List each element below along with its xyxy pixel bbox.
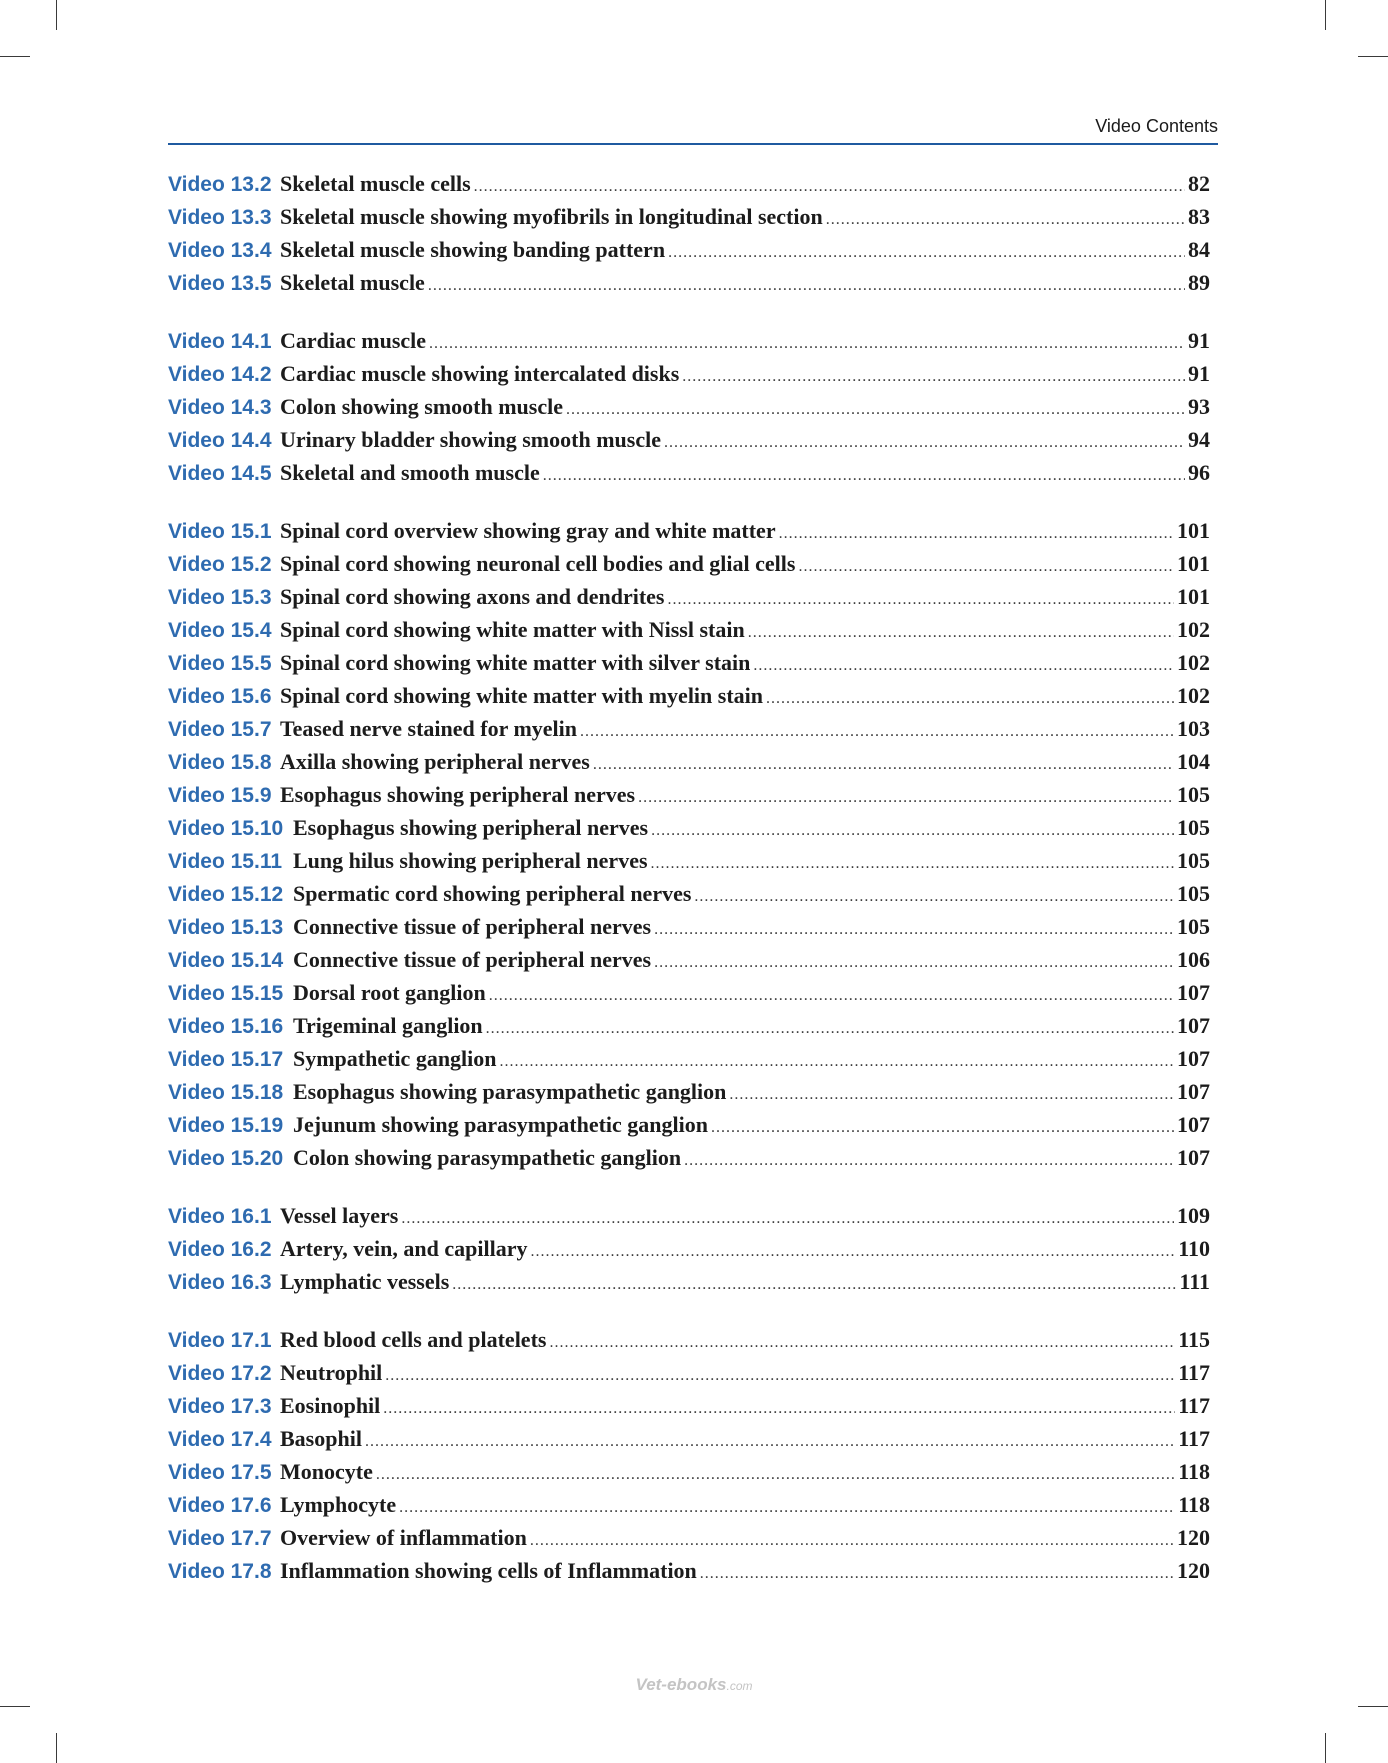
page-number: 109	[1177, 1203, 1210, 1228]
video-title: Connective tissue of peripheral nerves	[293, 947, 652, 972]
toc-entry[interactable]	[168, 357, 1210, 390]
video-title: Monocyte	[280, 1459, 373, 1484]
page-number: 102	[1177, 650, 1210, 675]
dot-leader	[682, 360, 1185, 393]
video-title: Sympathetic ganglion	[293, 1046, 497, 1071]
crop-mark	[1358, 1706, 1388, 1707]
video-number[interactable]: Video 13.2	[168, 173, 272, 196]
running-header: Video Contents	[1095, 116, 1218, 136]
page-number: 105	[1177, 815, 1210, 840]
dot-leader	[798, 550, 1174, 583]
dot-leader	[385, 1359, 1175, 1392]
dot-leader	[651, 847, 1174, 880]
video-number[interactable]: Video 15.7	[168, 718, 272, 741]
dot-leader	[543, 459, 1185, 492]
video-title: Urinary bladder showing smooth muscle	[280, 427, 661, 452]
toc-entry[interactable]	[168, 456, 1210, 489]
page-number: 107	[1177, 1013, 1210, 1038]
dot-leader	[383, 1392, 1175, 1425]
toc-entry[interactable]	[168, 1108, 1210, 1141]
dot-leader	[651, 814, 1174, 847]
dot-leader	[654, 913, 1174, 946]
video-number[interactable]: Video 15.15	[168, 982, 284, 1005]
dot-leader	[668, 236, 1185, 269]
video-title: Teased nerve stained for myelin	[280, 716, 577, 741]
dot-leader	[748, 616, 1174, 649]
video-title: Jejunum showing parasympathetic ganglion	[293, 1112, 709, 1137]
toc-entry[interactable]	[168, 1323, 1210, 1356]
video-title: Esophagus showing parasympathetic ganglion	[293, 1079, 727, 1104]
toc-entry[interactable]	[168, 778, 1210, 811]
toc-group	[168, 324, 1210, 489]
dot-leader	[566, 393, 1185, 426]
video-number[interactable]: Video 17.6	[168, 1494, 272, 1517]
page-number: 105	[1177, 914, 1210, 939]
page-number: 111	[1179, 1269, 1210, 1294]
dot-leader	[365, 1425, 1175, 1458]
watermark-brand: Vet-ebooks	[635, 1675, 727, 1694]
toc-entry[interactable]	[168, 877, 1210, 910]
page-number: 103	[1177, 716, 1210, 741]
page-number: 82	[1188, 171, 1210, 196]
video-title: Spermatic cord showing peripheral nerves	[293, 881, 692, 906]
video-number[interactable]: Video 16.1	[168, 1205, 272, 1228]
crop-mark	[56, 1733, 57, 1763]
video-number[interactable]: Video 14.3	[168, 396, 272, 419]
dot-leader	[500, 1045, 1174, 1078]
toc-entry[interactable]	[168, 324, 1210, 357]
dot-leader	[684, 1144, 1174, 1177]
page-number: 105	[1177, 848, 1210, 873]
dot-leader	[638, 781, 1174, 814]
video-title: Cardiac muscle	[280, 328, 427, 353]
toc-entry[interactable]	[168, 1042, 1210, 1075]
toc-entry[interactable]	[168, 390, 1210, 423]
dot-leader	[429, 327, 1185, 360]
toc-entry[interactable]	[168, 167, 1210, 200]
page-number: 101	[1177, 584, 1210, 609]
page-number: 94	[1188, 427, 1210, 452]
dot-leader	[399, 1491, 1175, 1524]
toc-entry[interactable]	[168, 712, 1210, 745]
toc-entry[interactable]	[168, 910, 1210, 943]
dot-leader	[779, 517, 1174, 550]
video-number[interactable]: Video 15.12	[168, 883, 284, 906]
page-number: 91	[1188, 361, 1210, 386]
toc-entry[interactable]	[168, 1554, 1210, 1587]
video-number[interactable]: Video 15.11	[168, 850, 283, 873]
page-number: 117	[1178, 1426, 1210, 1451]
video-title: Colon showing parasympathetic ganglion	[293, 1145, 682, 1170]
toc-entry[interactable]	[168, 679, 1210, 712]
video-title: Skeletal and smooth muscle	[280, 460, 540, 485]
video-number[interactable]: Video 15.6	[168, 685, 272, 708]
video-contents-list	[168, 167, 1210, 1612]
video-title: Trigeminal ganglion	[293, 1013, 483, 1038]
toc-entry[interactable]	[168, 1455, 1210, 1488]
video-number[interactable]: Video 17.2	[168, 1362, 272, 1385]
page-number: 107	[1177, 1046, 1210, 1071]
page-number: 101	[1177, 518, 1210, 543]
toc-entry[interactable]	[168, 646, 1210, 679]
video-title: Spinal cord showing white matter with Nissl stain	[280, 617, 745, 642]
dot-leader	[401, 1202, 1174, 1235]
video-title: Spinal cord showing neuronal cell bodies and glial cells	[280, 551, 796, 576]
page-number: 110	[1178, 1236, 1210, 1261]
video-title: Spinal cord showing axons and dendrites	[280, 584, 665, 609]
toc-entry[interactable]	[168, 580, 1210, 613]
video-number[interactable]: Video 16.3	[168, 1271, 272, 1294]
toc-entry[interactable]	[168, 976, 1210, 1009]
toc-entry[interactable]	[168, 1075, 1210, 1108]
toc-entry[interactable]	[168, 423, 1210, 456]
video-title: Spinal cord overview showing gray and white matter	[280, 518, 776, 543]
toc-entry[interactable]	[168, 1521, 1210, 1554]
toc-entry[interactable]	[168, 811, 1210, 844]
page-number: 96	[1188, 460, 1210, 485]
page-number: 105	[1177, 782, 1210, 807]
toc-entry[interactable]	[168, 1488, 1210, 1521]
toc-entry[interactable]	[168, 547, 1210, 580]
video-number[interactable]: Video 14.5	[168, 462, 272, 485]
video-number[interactable]: Video 15.4	[168, 619, 272, 642]
video-number[interactable]: Video 14.1	[168, 330, 272, 353]
video-title: Skeletal muscle showing banding pattern	[280, 237, 666, 262]
dot-leader	[826, 203, 1185, 236]
toc-entry[interactable]	[168, 844, 1210, 877]
page-number: 118	[1178, 1492, 1210, 1517]
page-number: 120	[1177, 1525, 1210, 1550]
video-title: Skeletal muscle cells	[280, 171, 471, 196]
video-title: Lymphocyte	[280, 1492, 397, 1517]
video-title: Neutrophil	[280, 1360, 383, 1385]
video-title: Vessel layers	[280, 1203, 399, 1228]
video-title: Cardiac muscle showing intercalated disks	[280, 361, 680, 386]
video-number[interactable]: Video 14.4	[168, 429, 272, 452]
dot-leader	[486, 1012, 1174, 1045]
video-number[interactable]: Video 13.4	[168, 239, 272, 262]
video-number[interactable]: Video 15.3	[168, 586, 272, 609]
video-title: Colon showing smooth muscle	[280, 394, 563, 419]
dot-leader	[428, 269, 1185, 302]
toc-group	[168, 1199, 1210, 1298]
watermark-suffix: .com	[726, 1679, 753, 1693]
dot-leader	[694, 880, 1174, 913]
video-title: Inflammation showing cells of Inflammation	[280, 1558, 697, 1583]
dot-leader	[654, 946, 1174, 979]
video-number[interactable]: Video 15.5	[168, 652, 272, 675]
video-number[interactable]: Video 17.7	[168, 1527, 272, 1550]
page-number: 105	[1177, 881, 1210, 906]
video-number[interactable]: Video 15.16	[168, 1015, 284, 1038]
video-number[interactable]: Video 15.9	[168, 784, 272, 807]
dot-leader	[766, 682, 1174, 715]
video-number[interactable]: Video 17.4	[168, 1428, 272, 1451]
video-number[interactable]: Video 13.3	[168, 206, 272, 229]
page-number: 93	[1188, 394, 1210, 419]
video-number[interactable]: Video 15.10	[168, 817, 284, 840]
dot-leader	[700, 1557, 1174, 1590]
dot-leader	[376, 1458, 1175, 1491]
toc-entry[interactable]	[168, 1422, 1210, 1455]
dot-leader	[593, 748, 1174, 781]
toc-entry[interactable]	[168, 1389, 1210, 1422]
page-number: 102	[1177, 683, 1210, 708]
video-number[interactable]: Video 15.13	[168, 916, 284, 939]
toc-entry[interactable]	[168, 200, 1210, 233]
page-number: 84	[1188, 237, 1210, 262]
video-number[interactable]: Video 17.5	[168, 1461, 272, 1484]
page-number: 83	[1188, 204, 1210, 229]
video-number[interactable]: Video 15.2	[168, 553, 272, 576]
page-number: 101	[1177, 551, 1210, 576]
dot-leader	[474, 170, 1185, 203]
video-title: Spinal cord showing white matter with silver stain	[280, 650, 751, 675]
video-number[interactable]: Video 17.1	[168, 1329, 272, 1352]
toc-entry[interactable]	[168, 266, 1210, 299]
crop-mark	[1325, 0, 1326, 30]
page-number: 117	[1178, 1393, 1210, 1418]
toc-entry[interactable]	[168, 1265, 1210, 1298]
video-title: Esophagus showing peripheral nerves	[293, 815, 649, 840]
crop-mark	[56, 0, 57, 30]
page-number: 91	[1188, 328, 1210, 353]
toc-entry[interactable]	[168, 514, 1210, 547]
video-title: Lymphatic vessels	[280, 1269, 450, 1294]
video-number[interactable]: Video 15.18	[168, 1081, 284, 1104]
watermark	[0, 1675, 1388, 1695]
page-number: 120	[1177, 1558, 1210, 1583]
page-number: 107	[1177, 980, 1210, 1005]
video-title: Red blood cells and platelets	[280, 1327, 547, 1352]
dot-leader	[664, 426, 1185, 459]
page-number: 104	[1177, 749, 1210, 774]
toc-entry[interactable]	[168, 613, 1210, 646]
page-number: 117	[1178, 1360, 1210, 1385]
page-number: 107	[1177, 1145, 1210, 1170]
video-title: Basophil	[280, 1426, 362, 1451]
page-number: 106	[1177, 947, 1210, 972]
video-title: Lung hilus showing peripheral nerves	[293, 848, 648, 873]
dot-leader	[549, 1326, 1175, 1359]
dot-leader	[711, 1111, 1174, 1144]
toc-entry[interactable]	[168, 1356, 1210, 1389]
toc-entry[interactable]	[168, 1199, 1210, 1232]
video-title: Overview of inflammation	[280, 1525, 527, 1550]
dot-leader	[668, 583, 1175, 616]
video-title: Dorsal root ganglion	[293, 980, 486, 1005]
page-number: 102	[1177, 617, 1210, 642]
toc-entry[interactable]	[168, 1141, 1210, 1174]
toc-group	[168, 167, 1210, 299]
crop-mark	[0, 1706, 30, 1707]
toc-entry[interactable]	[168, 943, 1210, 976]
page-number: 89	[1188, 270, 1210, 295]
dot-leader	[530, 1524, 1174, 1557]
toc-entry[interactable]	[168, 233, 1210, 266]
page-number: 118	[1178, 1459, 1210, 1484]
video-number[interactable]: Video 17.8	[168, 1560, 272, 1583]
dot-leader	[452, 1268, 1176, 1301]
crop-mark	[0, 56, 30, 57]
dot-leader	[729, 1078, 1174, 1111]
toc-entry[interactable]	[168, 1232, 1210, 1265]
dot-leader	[753, 649, 1174, 682]
video-number[interactable]: Video 15.19	[168, 1114, 284, 1137]
crop-mark	[1358, 56, 1388, 57]
video-title: Eosinophil	[280, 1393, 381, 1418]
crop-mark	[1325, 1733, 1326, 1763]
toc-entry[interactable]	[168, 1009, 1210, 1042]
video-title: Artery, vein, and capillary	[280, 1236, 528, 1261]
dot-leader	[530, 1235, 1175, 1268]
page-number: 107	[1177, 1112, 1210, 1137]
dot-leader	[489, 979, 1174, 1012]
video-title: Spinal cord showing white matter with myelin stain	[280, 683, 764, 708]
video-title: Esophagus showing peripheral nerves	[280, 782, 636, 807]
header-rule	[168, 143, 1218, 145]
video-number[interactable]: Video 15.1	[168, 520, 272, 543]
video-number[interactable]: Video 16.2	[168, 1238, 272, 1261]
video-number[interactable]: Video 15.20	[168, 1147, 284, 1170]
page-number: 107	[1177, 1079, 1210, 1104]
video-number[interactable]: Video 15.17	[168, 1048, 284, 1071]
page-number: 115	[1178, 1327, 1210, 1352]
video-title: Skeletal muscle showing myofibrils in longitudinal section	[280, 204, 823, 229]
video-title: Axilla showing peripheral nerves	[280, 749, 590, 774]
video-title: Skeletal muscle	[280, 270, 425, 295]
video-number[interactable]: Video 15.8	[168, 751, 272, 774]
video-number[interactable]: Video 15.14	[168, 949, 284, 972]
toc-group	[168, 1323, 1210, 1587]
toc-entry[interactable]	[168, 745, 1210, 778]
video-number[interactable]: Video 14.2	[168, 363, 272, 386]
video-number[interactable]: Video 13.5	[168, 272, 272, 295]
toc-group	[168, 514, 1210, 1174]
video-title: Connective tissue of peripheral nerves	[293, 914, 652, 939]
dot-leader	[580, 715, 1174, 748]
video-number[interactable]: Video 17.3	[168, 1395, 272, 1418]
